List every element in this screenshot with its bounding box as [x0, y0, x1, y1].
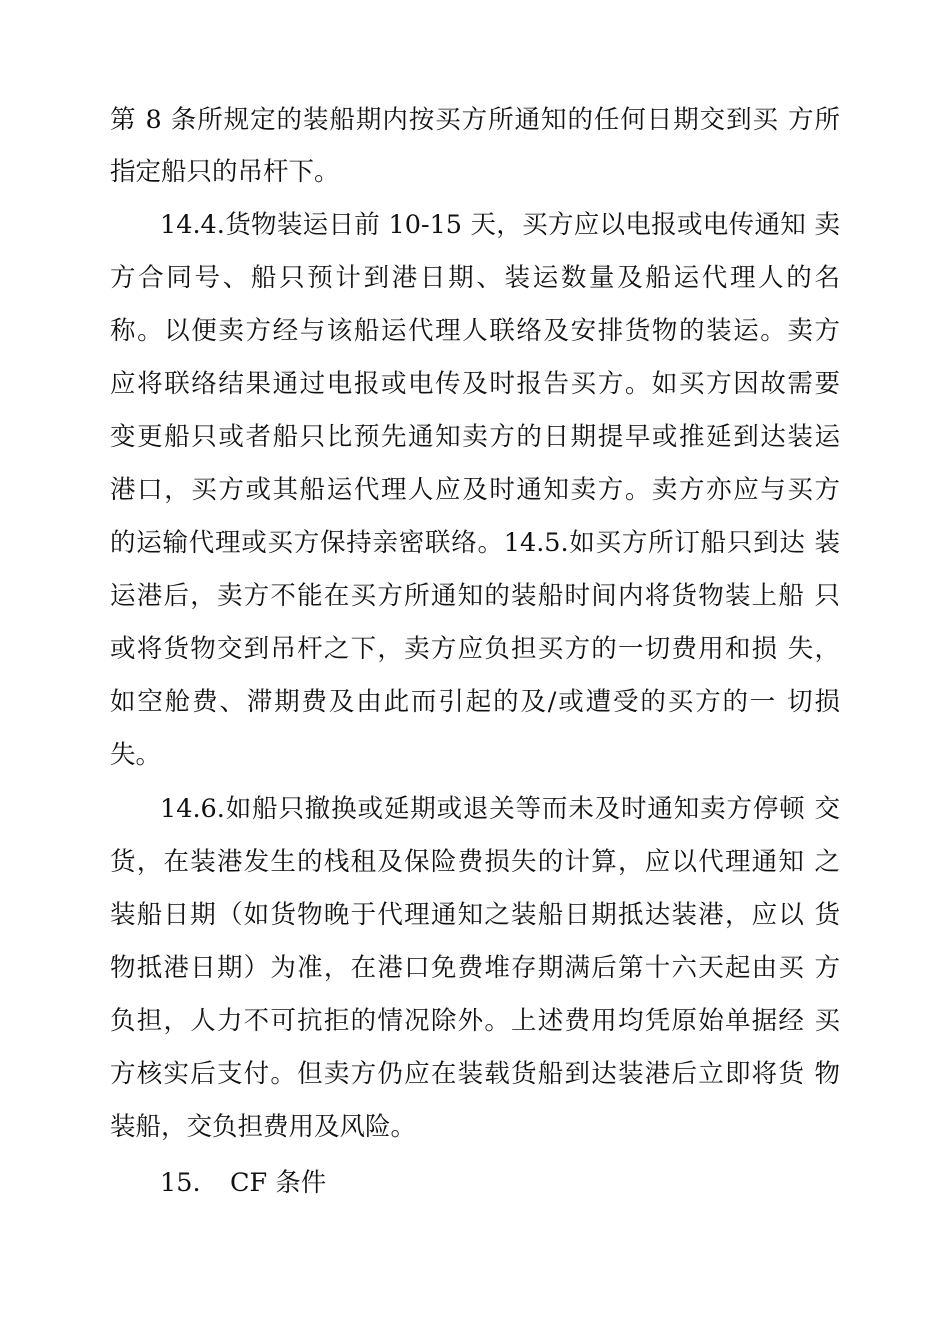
paragraph-line: 如空舱费、滞期费及由此而引起的及/或遭受的买方的一 切损: [110, 687, 840, 717]
paragraph-line: 或将货物交到吊杆之下，卖方应负担买方的一切费用和损 失，: [110, 634, 840, 664]
paragraph-line: 指定船只的吊杆下。: [110, 157, 340, 187]
paragraph-line: 14.6.如船只撤换或延期或退关等而未及时通知卖方停顿 交: [160, 794, 840, 824]
paragraph-line: 货，在装港发生的栈租及保险费损失的计算，应以代理通知 之: [110, 847, 840, 877]
paragraph-line: 港口，买方或其船运代理人应及时通知卖方。卖方亦应与买方: [110, 475, 840, 505]
paragraph-line: 失。: [110, 740, 162, 770]
paragraph-line: 变更船只或者船只比预先通知卖方的日期提早或推延到达装运: [110, 422, 840, 452]
paragraph-line: 物抵港日期）为准，在港口免费堆存期满后第十六天起由买 方: [110, 953, 840, 983]
paragraph-line: 应将联络结果通过电报或电传及时报告买方。如买方因故需要: [110, 369, 840, 399]
paragraph-line: 14.4.货物装运日前 10-15 天，买方应以电报或电传通知 卖: [160, 210, 840, 240]
paragraph-line: 称。以便卖方经与该船运代理人联络及安排货物的装运。卖方: [110, 316, 840, 346]
paragraph-line: 运港后，卖方不能在买方所通知的装船时间内将货物装上船 只: [110, 581, 840, 611]
paragraph-line: 方核实后支付。但卖方仍应在装载货船到达装港后立即将货 物: [110, 1059, 840, 1089]
paragraph-line: 第 8 条所规定的装船期内按买方所通知的任何日期交到买 方所: [110, 105, 840, 135]
paragraph-line: 装船，交负担费用及风险。: [110, 1112, 417, 1142]
section-title: CF 条件: [230, 1168, 327, 1198]
paragraph-line: 负担，人力不可抗拒的情况除外。上述费用均凭原始单据经 买: [110, 1006, 840, 1036]
paragraph-line: 方合同号、船只预计到港日期、装运数量及船运代理人的名: [110, 263, 840, 293]
section-number: 15.: [160, 1168, 201, 1198]
paragraph-line: 的运输代理或买方保持亲密联络。14.5.如买方所订船只到达 装: [110, 528, 840, 558]
section-heading: [160, 1163, 326, 1203]
paragraph-line: 装船日期（如货物晚于代理通知之装船日期抵达装港，应以 货: [110, 900, 840, 930]
